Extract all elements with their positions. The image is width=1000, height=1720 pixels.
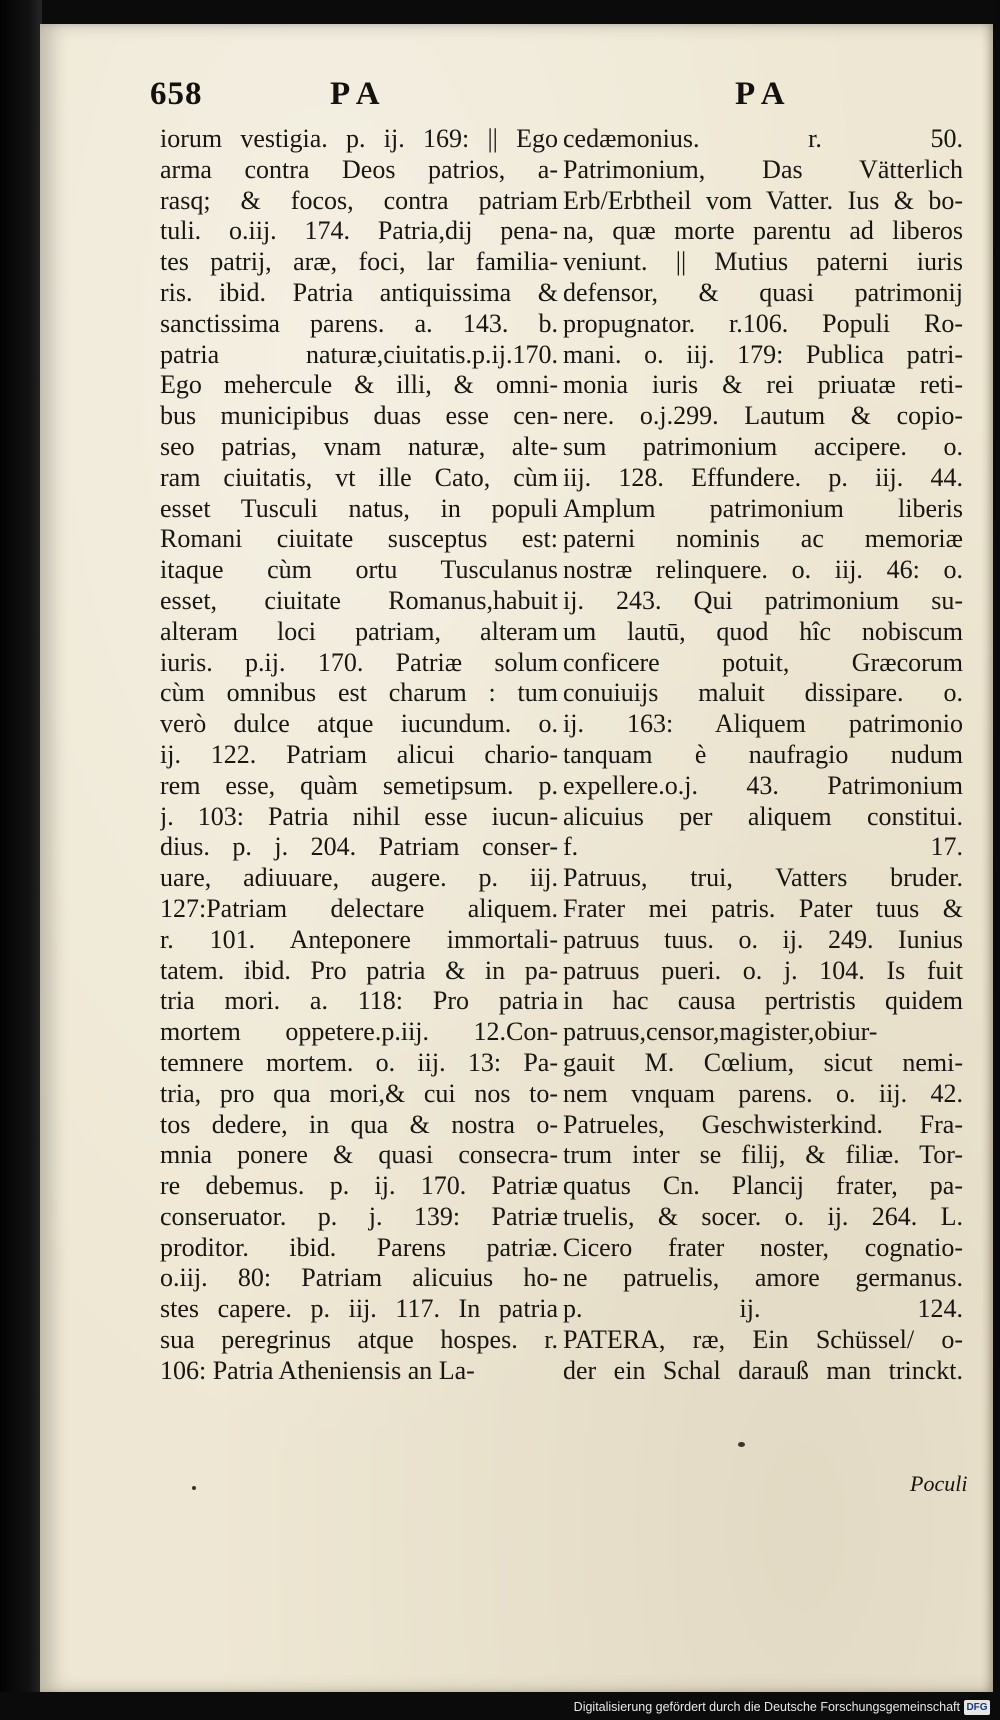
text-line: iuris. p.ij. 170. Patriæ solum bbox=[160, 647, 558, 677]
text-line: proditor. ibid. Parens patriæ. bbox=[160, 1232, 558, 1262]
digitization-bar bbox=[0, 1692, 1000, 1720]
text-line: mnia ponere & quasi consecra- bbox=[160, 1140, 558, 1170]
text-line: sum patrimonium accipere. o. bbox=[563, 431, 963, 461]
text-line: Cicero frater noster, cognatio- bbox=[563, 1232, 963, 1262]
page-edge-shadow bbox=[981, 24, 993, 1692]
text-line: gauit M. Cœlium, sicut nemi- bbox=[563, 1047, 963, 1077]
text-line: tria mori. a. 118: Pro patria bbox=[160, 986, 558, 1016]
text-line: tuli. o.iij. 174. Patria,dij pena- bbox=[160, 216, 558, 246]
text-line: conficere potuit, Græcorum bbox=[563, 647, 963, 677]
text-line: in hac causa pertristis quidem bbox=[563, 986, 963, 1016]
text-line: alteram loci patriam, alteram bbox=[160, 616, 558, 646]
text-line: veniunt. || Mutius paterni iuris bbox=[563, 247, 963, 277]
text-line: truelis, & socer. o. ij. 264. L. bbox=[563, 1201, 963, 1231]
catchword: Poculi bbox=[910, 1471, 968, 1496]
text-line: temnere mortem. o. iij. 13: Pa- bbox=[160, 1047, 558, 1077]
text-line: der ein Schal darauß man trinckt. bbox=[563, 1355, 963, 1385]
text-line: sanctissima parens. a. 143. b. bbox=[160, 308, 558, 338]
text-line: tos dedere, in qua & nostra o- bbox=[160, 1109, 558, 1139]
text-line: f. 17. bbox=[563, 832, 963, 862]
text-line: monia iuris & rei priuatæ reti- bbox=[563, 370, 963, 400]
text-line: seo patrias, vnam naturæ, alte- bbox=[160, 431, 558, 461]
text-line: patruus,censor,magister,obiur- bbox=[563, 1017, 878, 1047]
text-line: iorum vestigia. p. ij. 169: || Ego bbox=[160, 124, 558, 153]
text-line: tanquam è naufragio nudum bbox=[563, 739, 963, 769]
text-line: mani. o. iij. 179: Publica patri- bbox=[563, 339, 963, 369]
text-line: itaque cùm ortu Tusculanus bbox=[160, 555, 558, 585]
text-line: arma contra Deos patrios, a- bbox=[160, 154, 558, 184]
text-line: conseruator. p. j. 139: Patriæ bbox=[160, 1201, 558, 1231]
text-line: iij. 128. Effundere. p. iij. 44. bbox=[563, 462, 963, 492]
text-line: uare, adiuuare, augere. p. iij. bbox=[160, 863, 558, 893]
dfg-logo-icon: DFG bbox=[964, 1700, 990, 1715]
text-line: stes capere. p. iij. 117. In patria bbox=[160, 1294, 558, 1324]
left-text-column bbox=[160, 124, 558, 1387]
running-head-left: PA bbox=[330, 76, 388, 112]
text-line: Patruus, trui, Vatters bruder. bbox=[563, 863, 963, 893]
text-line: verò dulce atque iucundum. o. bbox=[160, 709, 558, 739]
text-line: quatus Cn. Plancij frater, pa- bbox=[563, 1171, 963, 1201]
text-line: esset Tusculi natus, in populi bbox=[160, 493, 558, 523]
text-line: Frater mei patris. Pater tuus & bbox=[563, 893, 963, 923]
text-line: Erb/Erbtheil vom Vatter. Ius & bo- bbox=[563, 185, 963, 215]
text-line: Patrimonium, Das Vätterlich bbox=[563, 154, 963, 184]
text-line: esset, ciuitate Romanus,habuit bbox=[160, 585, 558, 615]
right-text-column bbox=[563, 124, 963, 1387]
text-line: ris. ibid. Patria antiquissima & bbox=[160, 277, 558, 307]
text-line: cedæmonius. r. 50. bbox=[563, 124, 963, 153]
text-line: tria, pro qua mori,& cui nos to- bbox=[160, 1078, 558, 1108]
text-line: cùm omnibus est charum : tum bbox=[160, 678, 558, 708]
ink-blemish bbox=[192, 1486, 196, 1490]
text-line: nostræ relinquere. o. iij. 46: o. bbox=[563, 555, 963, 585]
text-line: ne patruelis, amore germanus. bbox=[563, 1263, 963, 1293]
text-line: o.iij. 80: Patriam alicuius ho- bbox=[160, 1263, 558, 1293]
ink-blemish bbox=[738, 1442, 745, 1447]
text-line: r. 101. Anteponere immortali- bbox=[160, 924, 558, 954]
text-line: rasq; & focos, contra patriam bbox=[160, 185, 558, 215]
text-line: expellere.o.j. 43. Patrimonium bbox=[563, 770, 963, 800]
text-line: 106: Patria Atheniensis an La- bbox=[160, 1355, 475, 1385]
text-line: ij. 122. Patriam alicui chario- bbox=[160, 739, 558, 769]
digitization-note: Digitalisierung gefördert durch die Deutsche Forschungsgemeinschaft bbox=[573, 1700, 960, 1714]
text-line: tes patrij, aræ, foci, lar familia- bbox=[160, 247, 558, 277]
text-line: PATERA, ræ, Ein Schüssel/ o- bbox=[563, 1325, 963, 1355]
text-line: alicuius per aliquem constitui. bbox=[563, 801, 963, 831]
text-line: j. 103: Patria nihil esse iucun- bbox=[160, 801, 558, 831]
text-line: re debemus. p. ij. 170. Patriæ bbox=[160, 1171, 558, 1201]
text-line: dius. p. j. 204. Patriam conser- bbox=[160, 832, 558, 862]
text-line: trum inter se filij, & filiæ. Tor- bbox=[563, 1140, 963, 1170]
text-line: Amplum patrimonium liberis bbox=[563, 493, 963, 523]
text-line: tatem. ibid. Pro patria & in pa- bbox=[160, 955, 558, 985]
text-line: sua peregrinus atque hospes. r. bbox=[160, 1325, 558, 1355]
text-line: propugnator. r.106. Populi Ro- bbox=[563, 308, 963, 338]
text-line: mortem oppetere.p.iij. 12.Con- bbox=[160, 1017, 558, 1047]
text-line: Romani ciuitate susceptus est: bbox=[160, 524, 558, 554]
text-line: nem vnquam parens. o. iij. 42. bbox=[563, 1078, 963, 1108]
book-page bbox=[40, 24, 993, 1692]
text-line: um lautū, quod hîc nobiscum bbox=[563, 616, 963, 646]
text-line: conuiuijs maluit dissipare. o. bbox=[563, 678, 963, 708]
text-line: patruus tuus. o. ij. 249. Iunius bbox=[563, 924, 963, 954]
scan-left-border bbox=[0, 0, 42, 1720]
text-line: nere. o.j.299. Lautum & copio- bbox=[563, 401, 963, 431]
text-line: Ego mehercule & illi, & omni- bbox=[160, 370, 558, 400]
text-line: bus municipibus duas esse cen- bbox=[160, 401, 558, 431]
text-line: ram ciuitatis, vt ille Cato, cùm bbox=[160, 462, 558, 492]
text-line: Patrueles, Geschwisterkind. Fra- bbox=[563, 1109, 963, 1139]
text-line: rem esse, quàm semetipsum. p. bbox=[160, 770, 558, 800]
text-line: p. ij. 124. bbox=[563, 1294, 963, 1324]
text-line: ij. 163: Aliquem patrimonio bbox=[563, 709, 963, 739]
text-line: na, quæ morte parentu ad liberos bbox=[563, 216, 963, 246]
text-line: ij. 243. Qui patrimonium su- bbox=[563, 585, 963, 615]
text-line: 127:Patriam delectare aliquem. bbox=[160, 893, 558, 923]
text-line: patria naturæ,ciuitatis.p.ij.170. bbox=[160, 339, 558, 369]
page-number: 658 bbox=[150, 76, 203, 112]
page-header bbox=[40, 76, 993, 118]
text-line: defensor, & quasi patrimonij bbox=[563, 277, 963, 307]
scan-right-border bbox=[993, 0, 1000, 1720]
text-line: paterni nominis ac memoriæ bbox=[563, 524, 963, 554]
running-head-right: PA bbox=[735, 76, 793, 112]
text-line: patruus pueri. o. j. 104. Is fuit bbox=[563, 955, 963, 985]
